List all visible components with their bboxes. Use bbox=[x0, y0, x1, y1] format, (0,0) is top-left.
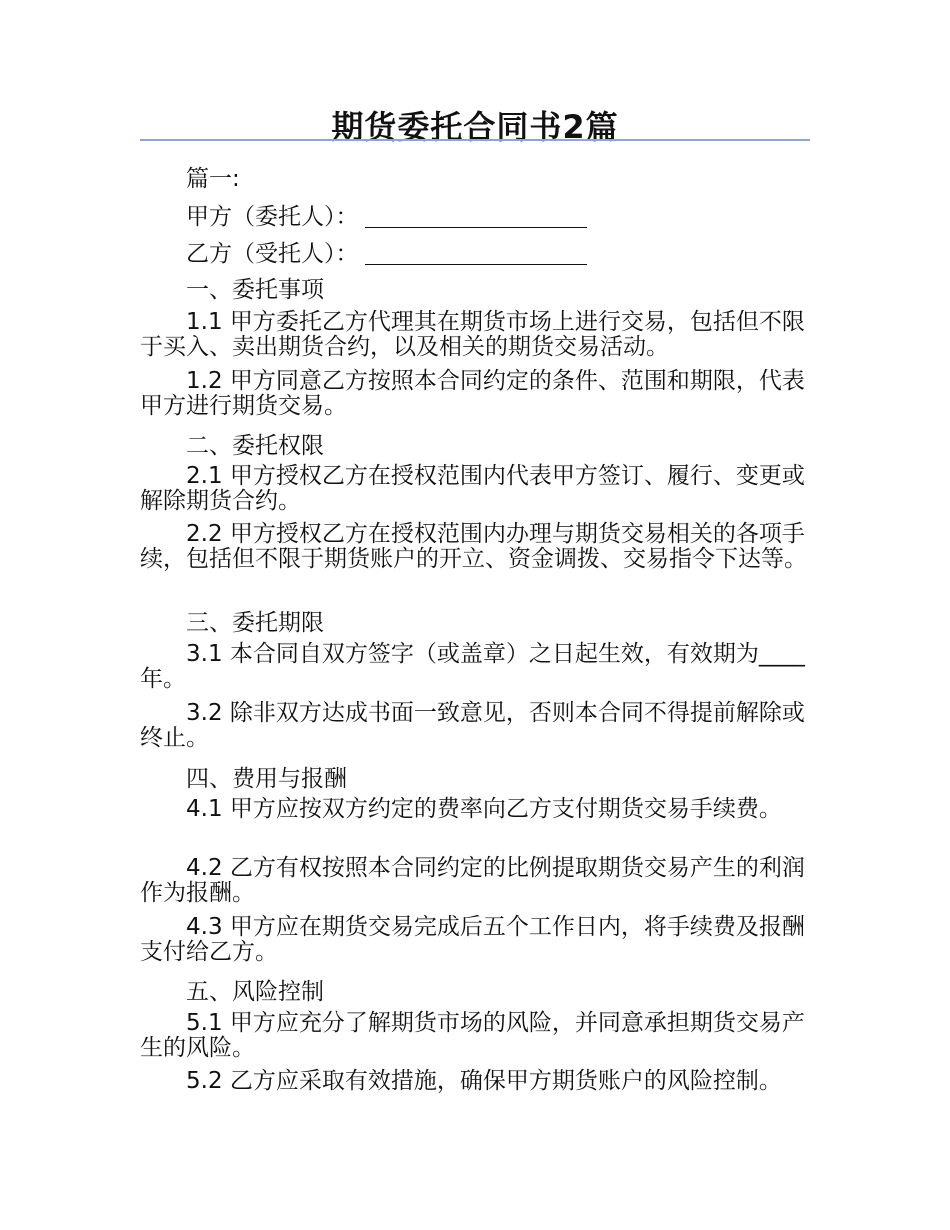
party-b-row bbox=[186, 235, 587, 268]
clause-3-1: 3.1 本合同自双方签字（或盖章）之日起生效，有效期为____年。 bbox=[140, 641, 805, 692]
clause-4-3: 4.3 甲方应在期货交易完成后五个工作日内，将手续费及报酬支付给乙方。 bbox=[140, 914, 805, 965]
clause-2-1: 2.1 甲方授权乙方在授权范围内代表甲方签订、履行、变更或解除期货合约。 bbox=[140, 463, 805, 514]
clause-3-2: 3.2 除非双方达成书面一致意见，否则本合同不得提前解除或终止。 bbox=[140, 700, 805, 751]
section-heading: 三、委托期限 bbox=[186, 610, 324, 636]
clause-2-2: 2.2 甲方授权乙方在授权范围内办理与期货交易相关的各项手续，包括但不限于期货账户的开立、资金调拨、交易指令下达等。 bbox=[140, 521, 807, 572]
clause-1-1: 1.1 甲方委托乙方代理其在期货市场上进行交易，包括但不限于买入、卖出期货合约，以及相关的期货交易活动。 bbox=[140, 309, 805, 360]
party-a-blank bbox=[365, 207, 587, 228]
party-a-row bbox=[186, 198, 587, 231]
part-label: 篇一: bbox=[186, 166, 240, 192]
section-heading: 二、委托权限 bbox=[186, 433, 324, 459]
clause-4-1: 4.1 甲方应按双方约定的费率向乙方支付期货交易手续费。 bbox=[186, 796, 782, 822]
section-heading: 四、费用与报酬 bbox=[186, 766, 347, 792]
section-heading: 一、委托事项 bbox=[186, 277, 324, 303]
clause-5-2: 5.2 乙方应采取有效措施，确保甲方期货账户的风险控制。 bbox=[186, 1068, 782, 1094]
party-b-label: 乙方（受托人）： bbox=[186, 241, 359, 267]
clause-5-1: 5.1 甲方应充分了解期货市场的风险，并同意承担期货交易产生的风险。 bbox=[140, 1010, 805, 1061]
party-a-label: 甲方（委托人）： bbox=[186, 204, 359, 230]
clause-1-2: 1.2 甲方同意乙方按照本合同约定的条件、范围和期限，代表甲方进行期货交易。 bbox=[140, 368, 805, 419]
party-b-blank bbox=[365, 244, 587, 265]
section-heading: 五、风险控制 bbox=[186, 979, 324, 1005]
title-underline bbox=[140, 139, 810, 141]
clause-4-2: 4.2 乙方有权按照本合同约定的比例提取期货交易产生的利润作为报酬。 bbox=[140, 855, 805, 906]
document-title: 期货委托合同书2篇 bbox=[331, 108, 619, 146]
